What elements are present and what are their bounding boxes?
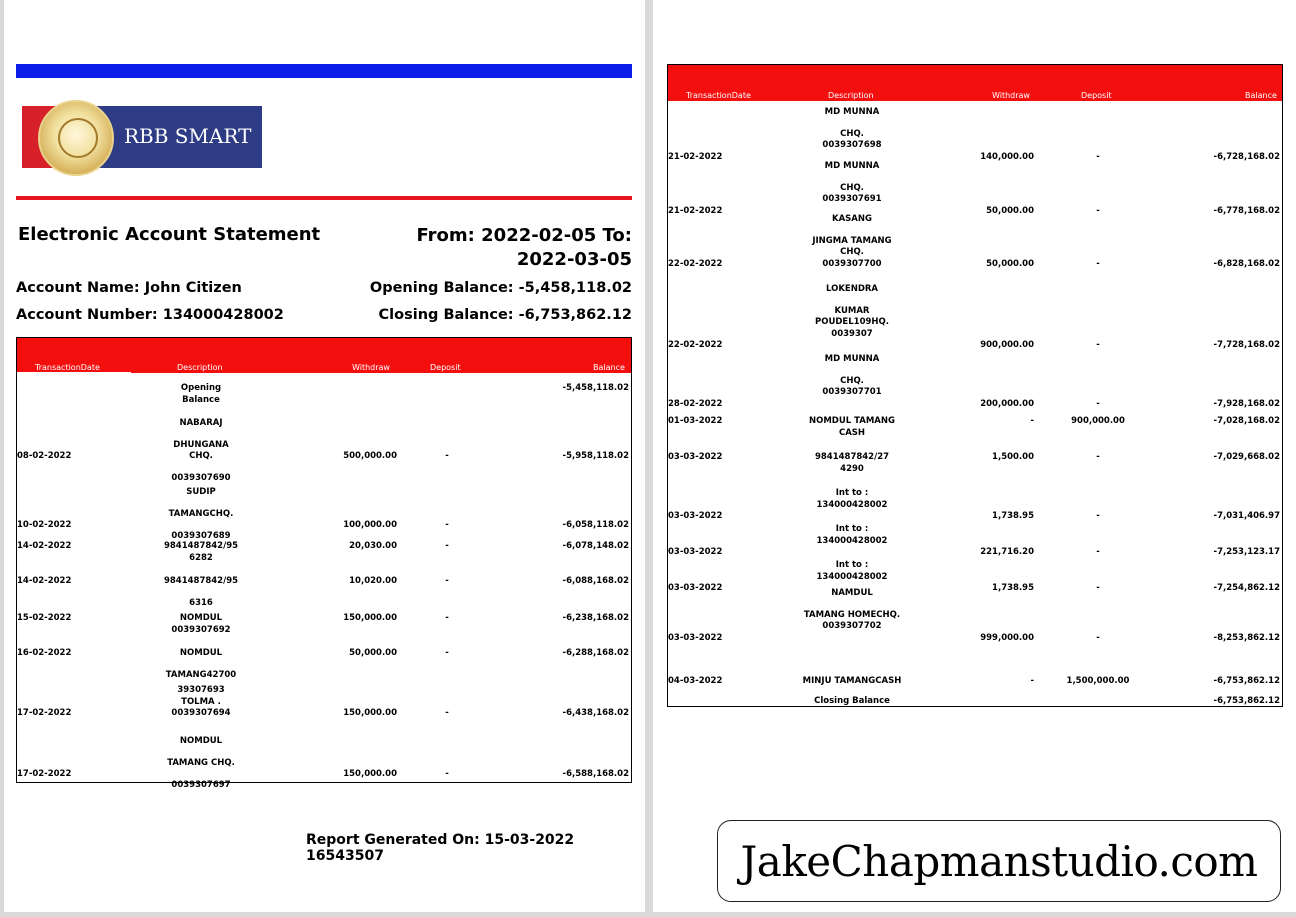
transaction-description: NOMDUL [179,613,223,623]
transaction-description: CHQ. [189,451,213,462]
transaction-description: 6316 [189,597,213,608]
transaction-description: CHQ. [840,247,864,258]
transaction-description: NOMDUL [179,736,223,746]
transaction-description: 134000428002 [816,499,888,510]
transaction-description: CHQ. [840,375,864,386]
deposit-amount: - [1096,583,1100,593]
header-red-line [16,196,632,200]
balance-amount: -6,753,862.12 [1213,696,1280,706]
header-deposit: Deposit [430,363,461,372]
transaction-description: TAMANGCHQ. [168,508,234,519]
transaction-date: 03-03-2022 [668,632,723,643]
withdraw-amount: 50,000.00 [986,205,1034,216]
account-name: Account Name: John Citizen [16,280,242,296]
deposit-amount: - [445,708,449,718]
balance-amount: -7,253,123.17 [1213,547,1280,557]
transaction-description: TAMANG HOMECHQ. [803,609,901,620]
deposit-amount: - [1096,632,1100,643]
header-balance: Balance [1245,91,1277,100]
transaction-description: 9841487842/95 [163,541,239,551]
transaction-description: 0039307701 [822,387,882,398]
withdraw-amount: 20,030.00 [349,541,397,551]
withdraw-amount: 150,000.00 [343,613,397,623]
header-transaction-date: TransactionDate [35,363,100,372]
header-blue-bar [16,64,632,78]
transaction-date: 15-02-2022 [17,613,72,623]
transaction-description: POUDEL109HQ. [815,317,889,328]
transaction-date: 08-02-2022 [17,451,72,462]
balance-amount: -6,728,168.02 [1213,151,1280,162]
transaction-description: 0039307692 [171,624,231,635]
withdraw-amount: 150,000.00 [343,708,397,718]
balance-amount: -6,288,168.02 [562,648,629,658]
transaction-description: NOMDUL [179,648,223,658]
balance-amount: -7,928,168.02 [1213,398,1280,409]
transaction-description: TOLMA . [181,696,221,707]
deposit-amount: - [1096,452,1100,462]
withdraw-amount: 900,000.00 [980,340,1034,351]
balance-amount: -8,253,862.12 [1213,632,1280,643]
header-description: Description [177,363,223,372]
report-generated: Report Generated On: 15-03-2022 16543507 [306,832,575,864]
statement-page-1 [4,0,645,912]
seal-inner-ring [58,118,98,158]
deposit-amount: - [1096,205,1100,216]
deposit-amount: - [445,769,449,780]
transaction-description: LOKENDRA [825,284,879,294]
deposit-amount: 1,500,000.00 [1066,676,1130,686]
withdraw-amount: 100,000.00 [343,520,397,531]
deposit-amount: 900,000.00 [1071,416,1125,426]
transaction-description: 9841487842/95 [163,576,239,586]
withdraw-amount: 1,738.95 [992,511,1034,521]
statement-page-2 [653,0,1296,912]
header-balance: Balance [593,363,625,372]
balance-amount: -6,088,168.02 [562,576,629,586]
transaction-description: 0039307697 [171,779,231,790]
transaction-description: NAMDUL [831,588,873,598]
transaction-description: MD MUNNA [824,354,880,364]
transaction-description: MINJU TAMANGCASH [802,676,902,686]
transaction-description: Int to : [835,560,869,570]
balance-amount: -7,029,668.02 [1213,452,1280,462]
transaction-date: 28-02-2022 [668,398,723,409]
deposit-amount: - [1096,547,1100,557]
withdraw-amount: 999,000.00 [980,632,1034,643]
transaction-date: 03-03-2022 [668,547,723,557]
transaction-description: Int to : [835,524,869,534]
header-withdraw: Withdraw [992,91,1030,100]
transaction-description: TAMANG CHQ. [167,757,235,768]
withdraw-amount: 140,000.00 [980,151,1034,162]
transaction-description: Closing Balance [814,696,890,706]
withdraw-amount: 200,000.00 [980,398,1034,409]
balance-amount: -7,728,168.02 [1213,340,1280,351]
transaction-description: MD MUNNA [824,107,880,117]
transaction-description: 0039307690 [171,473,231,484]
transaction-description: 0039307702 [822,621,882,632]
period-line-2: 2022-03-05 [516,249,632,270]
transaction-date: 03-03-2022 [668,511,723,521]
transaction-description: DHUNGANA [173,439,229,450]
transaction-description: 4290 [840,463,864,474]
period-line-1: From: 2022-02-05 To: [416,225,632,246]
transaction-description: MD MUNNA [824,161,880,171]
transaction-date: 16-02-2022 [17,648,72,658]
header-transaction-date: TransactionDate [686,91,751,100]
statement-title: Electronic Account Statement [18,224,321,245]
bank-logo [22,106,262,168]
transaction-date: 03-03-2022 [668,583,723,593]
balance-amount: -7,254,862.12 [1213,583,1280,593]
deposit-amount: - [1096,340,1100,351]
transaction-table-page-1 [16,337,632,790]
transaction-description: CHQ. [840,182,864,193]
bank-seal-icon [38,100,114,176]
transaction-description: Balance [182,394,220,405]
balance-amount: -6,238,168.02 [562,613,629,623]
account-number: Account Number: 134000428002 [16,307,284,323]
transaction-date: 10-02-2022 [17,520,72,531]
opening-balance: Opening Balance: -5,458,118.02 [369,280,632,296]
transaction-date: 21-02-2022 [668,151,723,162]
transaction-description: CASH [838,427,866,438]
withdraw-amount: - [1030,676,1034,686]
watermark-text: JakeChapmanstudio.com [740,836,1258,886]
deposit-amount: - [445,576,449,586]
transaction-description: Int to : [835,488,869,498]
balance-amount: -6,058,118.02 [562,520,629,531]
withdraw-amount: 50,000.00 [349,648,397,658]
transaction-date: 03-03-2022 [668,452,723,462]
transaction-description: 0039307694 [171,708,231,718]
balance-amount: -6,778,168.02 [1213,205,1280,216]
deposit-amount: - [1096,258,1100,269]
header-withdraw: Withdraw [352,363,390,372]
logo-text: RBB SMART [124,124,252,148]
balance-amount: -6,588,168.02 [562,769,629,780]
balance-amount: -7,031,406.97 [1213,511,1280,521]
balance-amount: -5,958,118.02 [562,451,629,462]
deposit-amount: - [1096,511,1100,521]
closing-balance: Closing Balance: -6,753,862.12 [378,307,632,323]
transaction-description: TAMANG42700 [165,669,237,680]
withdraw-amount: 150,000.00 [343,769,397,780]
transaction-description: 0039307700 [822,258,882,269]
withdraw-amount: 50,000.00 [986,258,1034,269]
transaction-description: Opening [180,383,222,393]
transaction-table-page-2 [667,64,1283,707]
header-description: Description [828,91,874,100]
withdraw-amount: 221,716.20 [980,547,1034,557]
transaction-description: JINGMA TAMANG [812,235,892,246]
transaction-description: KASANG [832,214,872,224]
transaction-date: 22-02-2022 [668,340,723,351]
transaction-description: 0039307691 [822,194,882,205]
transaction-description: 39307693 [177,685,225,695]
transaction-description: 0039307689 [171,530,231,541]
transaction-description: SUDIP [186,487,216,497]
transaction-description: 6282 [189,552,213,563]
withdraw-amount: - [1030,416,1034,426]
withdraw-amount: 1,500.00 [992,452,1034,462]
transaction-description: 134000428002 [816,571,888,582]
transaction-description: KUMAR [834,305,870,316]
withdraw-amount: 1,738.95 [992,583,1034,593]
header-deposit: Deposit [1081,91,1112,100]
transaction-date: 17-02-2022 [17,769,72,780]
deposit-amount: - [1096,151,1100,162]
deposit-amount: - [445,520,449,531]
deposit-amount: - [445,541,449,551]
balance-amount: -6,828,168.02 [1213,258,1280,269]
transaction-description: NOMDUL TAMANG [809,416,895,426]
balance-amount: -6,753,862.12 [1213,676,1280,686]
transaction-date: 14-02-2022 [17,576,72,586]
withdraw-amount: 10,020.00 [349,576,397,586]
header-underline [17,372,131,374]
transaction-date: 22-02-2022 [668,258,723,269]
transaction-description: 0039307 [831,328,873,339]
table-header [668,65,1282,101]
watermark [717,820,1281,902]
transaction-date: 04-03-2022 [668,676,723,686]
transaction-description: 134000428002 [816,535,888,546]
transaction-date: 14-02-2022 [17,541,72,551]
balance-amount: -6,438,168.02 [562,708,629,718]
transaction-date: 17-02-2022 [17,708,72,718]
transaction-description: CHQ. [840,128,864,139]
deposit-amount: - [445,613,449,623]
statement-period [372,224,632,272]
deposit-amount: - [1096,398,1100,409]
transaction-description: 0039307698 [822,140,882,151]
balance-amount: -7,028,168.02 [1213,416,1280,426]
balance-amount: -6,078,148.02 [562,541,629,551]
transaction-description: NABARAJ [179,418,223,428]
deposit-amount: - [445,648,449,658]
transaction-description: 9841487842/27 [814,452,890,462]
transaction-date: 21-02-2022 [668,205,723,216]
transaction-date: 01-03-2022 [668,416,723,426]
withdraw-amount: 500,000.00 [343,451,397,462]
balance-amount: -5,458,118.02 [562,383,629,393]
table-header [17,338,631,373]
deposit-amount: - [445,451,449,462]
